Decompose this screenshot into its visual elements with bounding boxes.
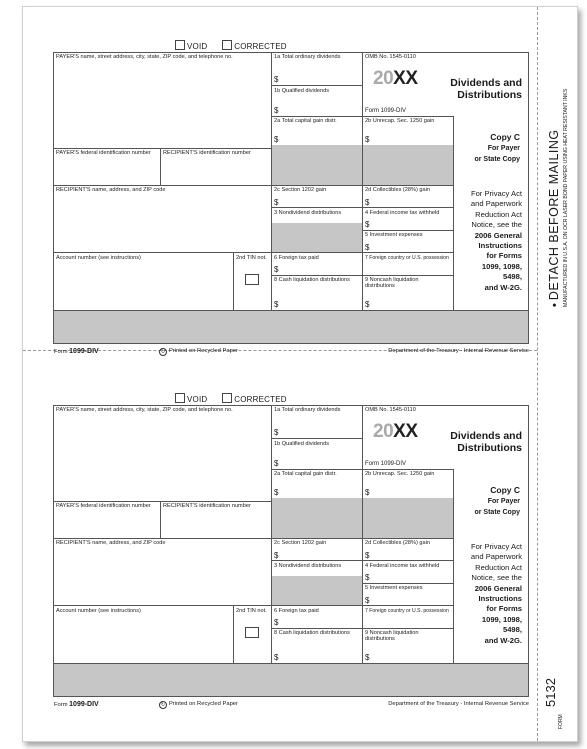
manufacturer-note: MANUFACTURED IN U.S.A. ON OCR LASER BOND PAPER USING HEAT RESISTANT INKS bbox=[563, 88, 569, 307]
box-4-label: 4 Federal income tax withheld bbox=[365, 563, 440, 569]
payer-name-label: PAYER'S name, street address, city, state, ZIP code, and telephone no. bbox=[56, 407, 233, 413]
privacy-notice: For Privacy Act and Paperwork Reduction Act Notice, see the 2006 General Instructions for Forms 1099, 1098, 5498, and W-2G. bbox=[470, 189, 522, 292]
payer-fid-label: PAYER'S federal identification number bbox=[56, 150, 151, 156]
form-number-label: Form 1099-DIV bbox=[365, 461, 407, 467]
box-6-label: 6 Foreign tax paid bbox=[274, 255, 319, 261]
box-8-label: 8 Cash liquidation distributions bbox=[274, 630, 350, 636]
tax-year: 20XX bbox=[373, 68, 418, 89]
tax-year: 20XX bbox=[373, 421, 418, 442]
box-2d-label: 2d Collectibles (28%) gain bbox=[365, 540, 430, 546]
box-2a-label: 2a Total capital gain distr. bbox=[274, 471, 337, 477]
form-number-label: Form 1099-DIV bbox=[365, 108, 407, 114]
box-1a-label: 1a Total ordinary dividends bbox=[274, 54, 341, 60]
void-checkbox[interactable] bbox=[175, 393, 185, 403]
copy-label: Copy C For Payer or State Copy bbox=[474, 485, 520, 516]
footer: Form 1099-DIV ↻ Printed on Recycled Paper Department of the Treasury - Internal Revenue Service bbox=[54, 348, 529, 355]
payer-fid-label: PAYER'S federal identification number bbox=[56, 503, 151, 509]
corrected-checkbox[interactable] bbox=[222, 393, 232, 403]
copy-label: Copy C For Payer or State Copy bbox=[474, 132, 520, 163]
box-7-label: 7 Foreign country or U.S. possession bbox=[365, 255, 449, 261]
form-copy-bottom bbox=[22, 360, 536, 720]
box-3-label: 3 Nondividend distributions bbox=[274, 563, 342, 569]
second-tin-label: 2nd TIN not. bbox=[236, 255, 267, 261]
detach-label: • DETACH BEFORE MAILING bbox=[547, 129, 561, 307]
form-title: Dividends and Distributions bbox=[450, 77, 522, 101]
void-checkbox[interactable] bbox=[175, 40, 185, 50]
form-grid: PAYER'S name, street address, city, state, ZIP code, and telephone no. 1a Total ordinary dividends $ 1b Qualified dividends $ OMB No. 1545-0110 20XX Form 1099-DIV Dividends and Distributions 2a Total capital gain distr. $ 2b Unrecap. Sec. 1250 gain $ Copy C For Payer or State Copy PAYER'S federal identification number RECIPIENT'S identification number RECIPIENT'S name, address, and ZIP code 2c Section 1202 gain $ 2d Collectibles (28%) gain $ 3 Nondividend distributions 4 Federal income tax withheld $ 5 Investment expenses $ 6 Foreign tax paid $ 7 Foreign country or U.S. possession 8 Cash liquidation distributions $ 9 Noncash liquidation distributions $ Account number (see instructions) 2nd TIN not. For Privacy Act and Paperwork Reduction Act Notice, see the 2006 General Instructions for Forms 1099, 1098, 5498, and W-2G. bbox=[53, 405, 528, 697]
box-1b-label: 1b Qualified dividends bbox=[274, 88, 330, 94]
box-2b-label: 2b Unrecap. Sec. 1250 gain bbox=[365, 118, 435, 124]
box-1a-label: 1a Total ordinary dividends bbox=[274, 407, 341, 413]
form-title: Dividends and Distributions bbox=[450, 430, 522, 454]
second-tin-checkbox[interactable] bbox=[245, 274, 259, 285]
box-7-label: 7 Foreign country or U.S. possession bbox=[365, 608, 449, 614]
box-9-label: 9 Noncash liquidation distributions bbox=[365, 277, 419, 290]
void-checkbox-group[interactable]: VOID CORRECTED bbox=[175, 393, 287, 404]
vertical-perforation bbox=[537, 7, 538, 741]
box-6-label: 6 Foreign tax paid bbox=[274, 608, 319, 614]
box-2d-label: 2d Collectibles (28%) gain bbox=[365, 187, 430, 193]
recipient-name-label: RECIPIENT'S name, address, and ZIP code bbox=[56, 540, 166, 546]
second-tin-label: 2nd TIN not. bbox=[236, 608, 267, 614]
box-4-label: 4 Federal income tax withheld bbox=[365, 210, 440, 216]
payer-name-label: PAYER'S name, street address, city, state, ZIP code, and telephone no. bbox=[56, 54, 233, 60]
box-2a-label: 2a Total capital gain distr. bbox=[274, 118, 337, 124]
recipient-name-label: RECIPIENT'S name, address, and ZIP code bbox=[56, 187, 166, 193]
box-2c-label: 2c Section 1202 gain bbox=[274, 540, 327, 546]
box-2b-label: 2b Unrecap. Sec. 1250 gain bbox=[365, 471, 435, 477]
recipient-id-label: RECIPIENT'S identification number bbox=[163, 503, 251, 509]
recipient-id-label: RECIPIENT'S identification number bbox=[163, 150, 251, 156]
box-5-label: 5 Investment expenses bbox=[365, 232, 423, 238]
account-number-label: Account number (see instructions) bbox=[56, 255, 141, 261]
omb-label: OMB No. 1545-0110 bbox=[365, 54, 416, 60]
box-9-label: 9 Noncash liquidation distributions bbox=[365, 630, 419, 643]
form-copy-top bbox=[22, 6, 536, 355]
box-5-label: 5 Investment expenses bbox=[365, 585, 423, 591]
account-number-label: Account number (see instructions) bbox=[56, 608, 141, 614]
recycled-icon: ↻ bbox=[160, 349, 166, 355]
corrected-checkbox[interactable] bbox=[222, 40, 232, 50]
void-checkbox-group[interactable]: VOID CORRECTED bbox=[175, 40, 287, 51]
recycled-icon: ↻ bbox=[160, 702, 166, 708]
omb-label: OMB No. 1545-0110 bbox=[365, 407, 416, 413]
footer: Form 1099-DIV ↻ Printed on Recycled Paper Department of the Treasury - Internal Revenue Service bbox=[54, 701, 529, 708]
box-3-label: 3 Nondividend distributions bbox=[274, 210, 342, 216]
box-8-label: 8 Cash liquidation distributions bbox=[274, 277, 350, 283]
privacy-notice: For Privacy Act and Paperwork Reduction Act Notice, see the 2006 General Instructions for Forms 1099, 1098, 5498, and W-2G. bbox=[470, 542, 522, 645]
form-word: FORM bbox=[558, 714, 564, 729]
box-1b-label: 1b Qualified dividends bbox=[274, 441, 330, 447]
form-number-5132: 5132 bbox=[543, 678, 558, 707]
form-grid: PAYER'S name, street address, city, state, ZIP code, and telephone no. 1a Total ordinary dividends $ 1b Qualified dividends $ OMB No. 1545-0110 20XX Form 1099-DIV Dividends and Distributions 2a Total capital gain distr. $ 2b Unrecap. Sec. 1250 gain $ Copy C For Payer or State Copy PAYER'S federal identification number RECIPIENT'S identification number RECIPIENT'S name, address, and ZIP code 2c Section 1202 gain $ 2d Collectibles (28%) gain $ 3 Nondividend distributions 4 Federal income tax withheld $ 5 Investment expenses $ 6 Foreign tax paid $ 7 Foreign country or U.S. possession 8 Cash liquidation distributions $ 9 Noncash liquidation distributions $ Account number (see instructions) 2nd TIN not. For Privacy Act and Paperwork Reduction Act Notice, see the 2006 General Instructions for Forms 1099, 1098, 5498, and W-2G. bbox=[53, 52, 528, 344]
box-2c-label: 2c Section 1202 gain bbox=[274, 187, 327, 193]
second-tin-checkbox[interactable] bbox=[245, 627, 259, 638]
